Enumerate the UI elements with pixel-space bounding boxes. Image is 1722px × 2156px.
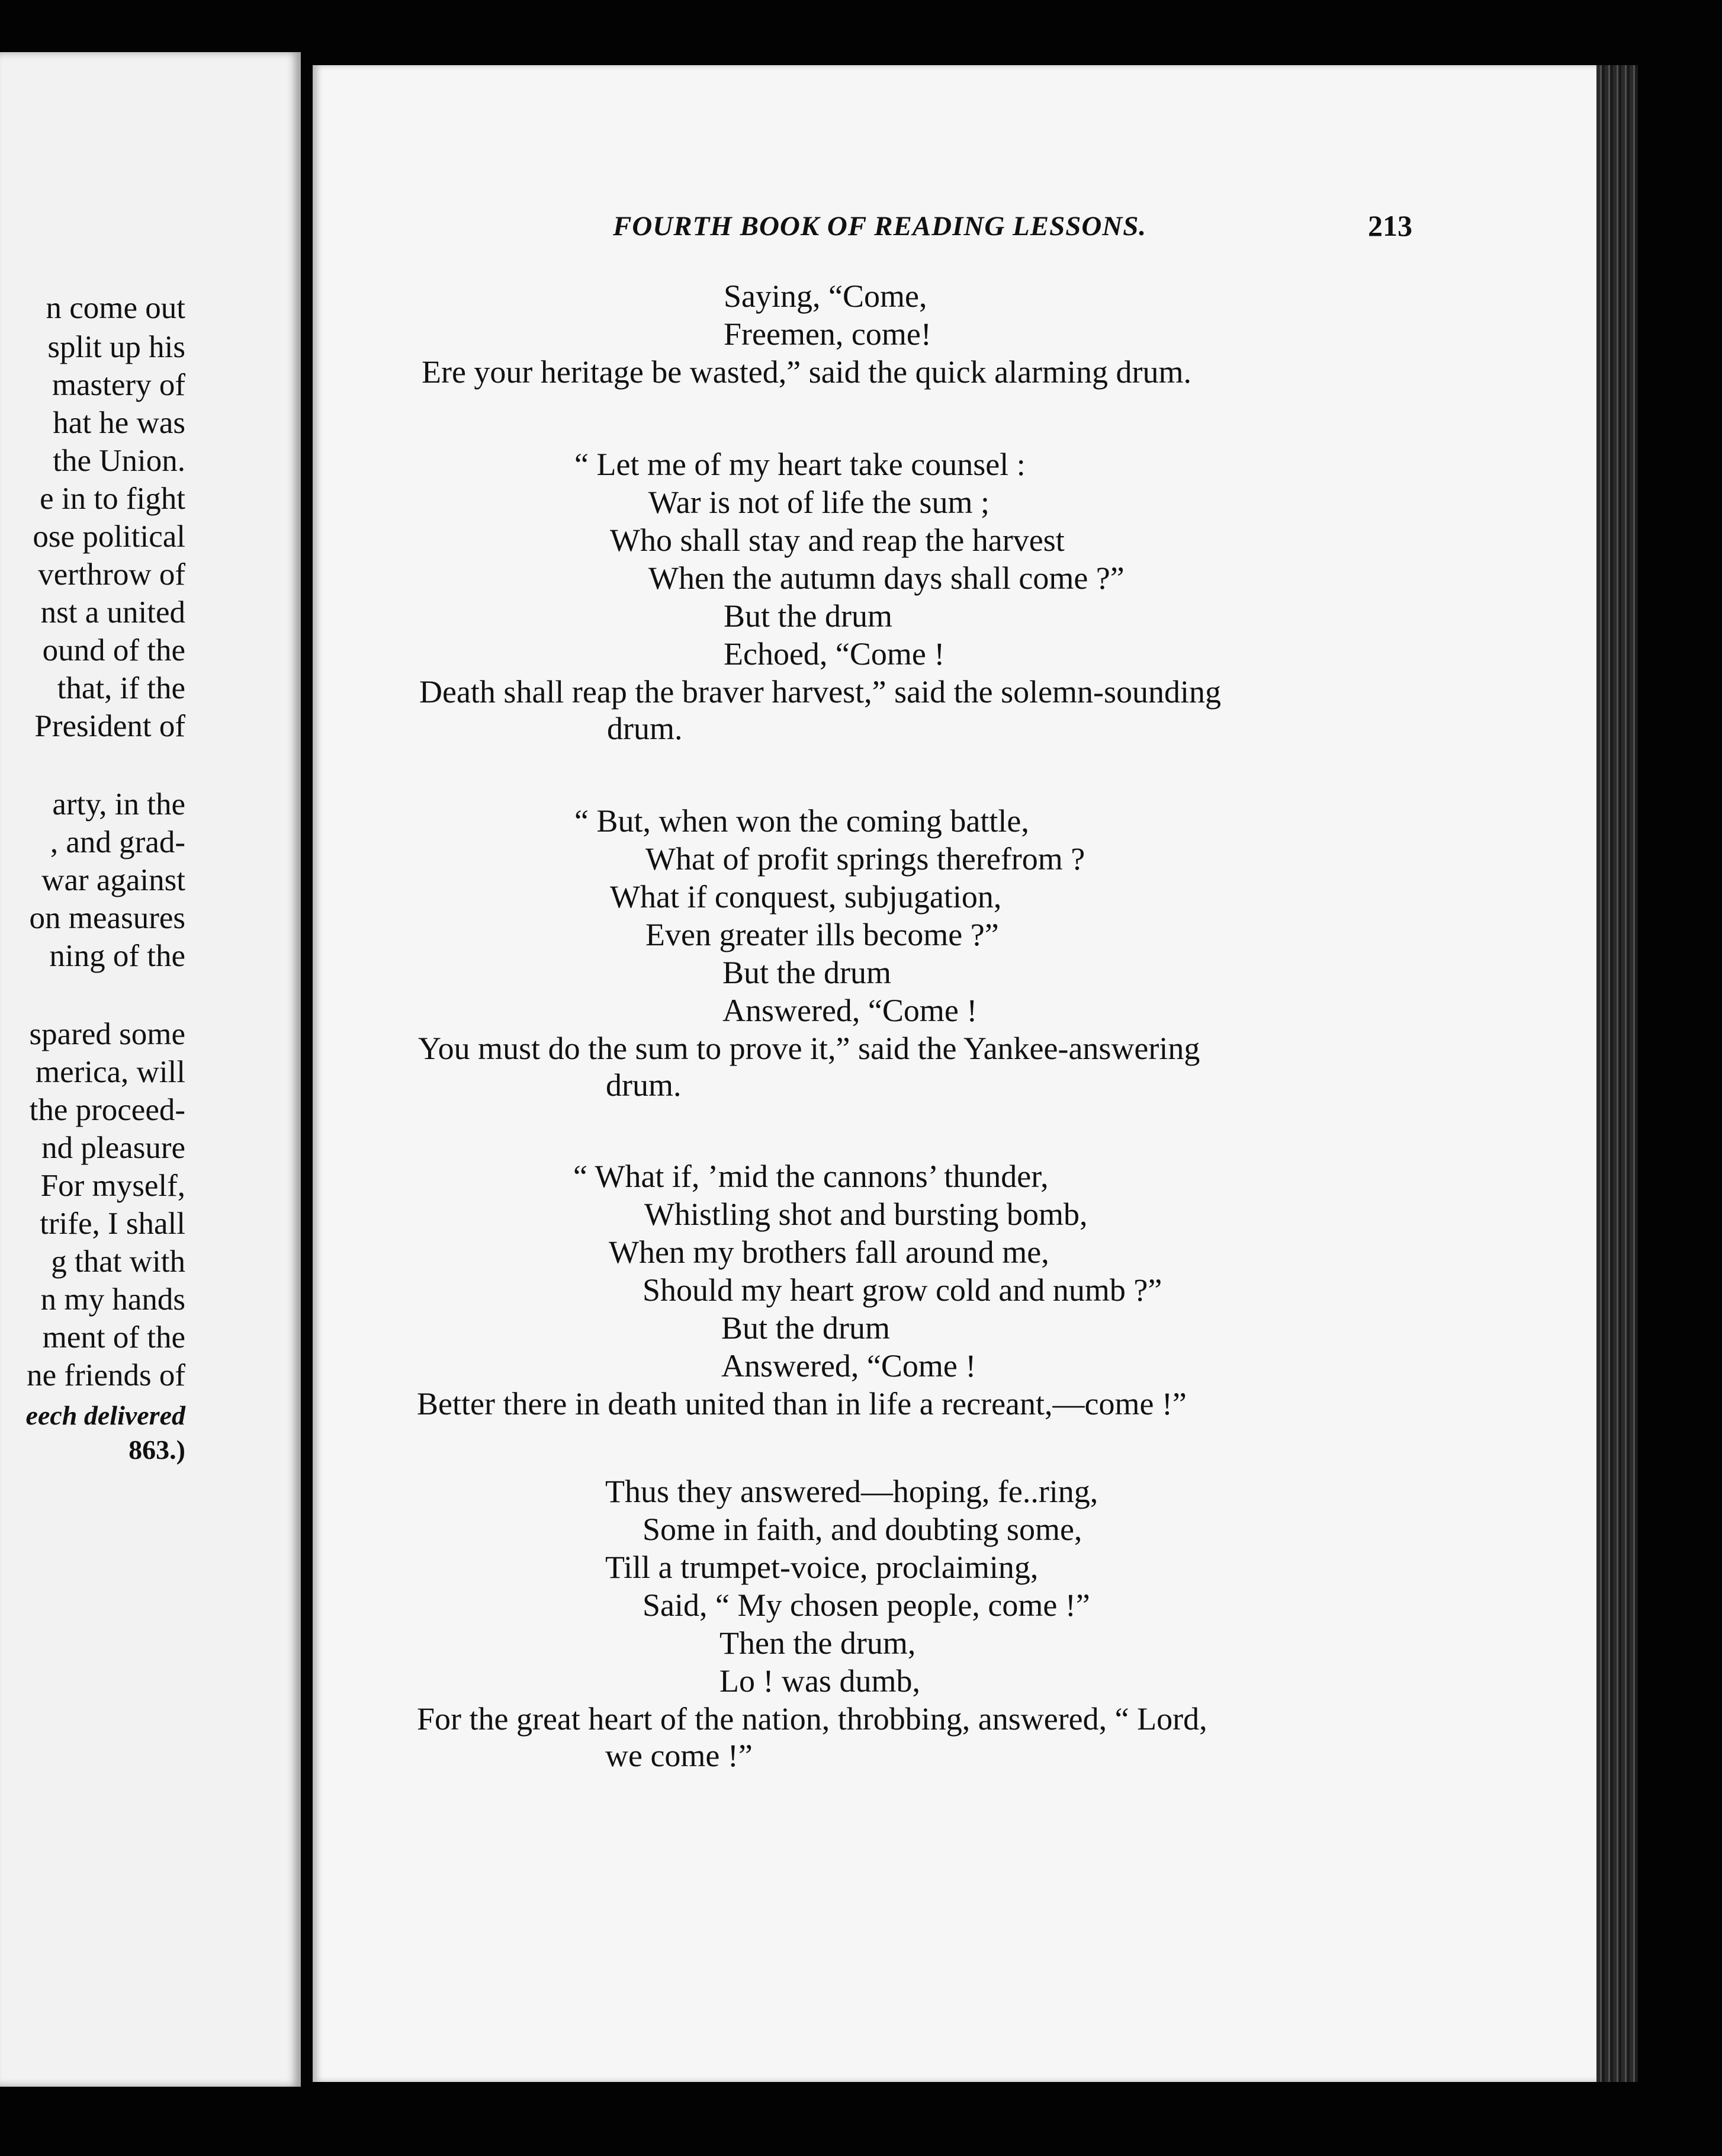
poem-line: For the great heart of the nation, throbbing, answered, “ Lord, [417, 1701, 1207, 1737]
left-page-line: President of [34, 709, 185, 743]
poem-line: Said, “ My chosen people, come !” [642, 1587, 1090, 1623]
poem-line: When the autumn days shall come ?” [648, 560, 1125, 596]
left-page-line: n come out [46, 291, 185, 325]
poem-line: drum. [606, 1067, 682, 1103]
poem-line: Then the drum, [719, 1625, 916, 1661]
left-page-line: , and grad- [50, 825, 185, 859]
left-page-citation-year: 863.) [128, 1435, 185, 1465]
poem-line: Should my heart grow cold and numb ?” [642, 1272, 1162, 1308]
poem-line: Lo ! was dumb, [719, 1663, 920, 1699]
poem-line: “ But, when won the coming battle, [574, 803, 1029, 839]
left-page-line: hat he was [53, 406, 185, 440]
poem-line: Till a trumpet-voice, proclaiming, [605, 1549, 1039, 1585]
left-page-line: e in to fight [40, 482, 185, 516]
page-number: 213 [1368, 209, 1412, 242]
poem-line: But the drum [724, 598, 892, 634]
left-page-line: that, if the [57, 671, 185, 705]
left-page-line: nst a united [40, 595, 185, 630]
left-page-line: arty, in the [52, 787, 185, 822]
poem-line: Thus they answered—hoping, fe..ring, [605, 1474, 1098, 1509]
left-page-line: the proceed- [29, 1093, 185, 1127]
previous-page-fragment [0, 52, 301, 2087]
left-page-line: For myself, [40, 1169, 185, 1203]
left-page-line: trife, I shall [40, 1207, 185, 1241]
poem-line: Some in faith, and doubting some, [642, 1512, 1082, 1547]
poem-line: Echoed, “Come ! [724, 636, 945, 672]
left-page-line: nd pleasure [41, 1131, 185, 1165]
poem-line: Better there in death united than in life a recreant,—come !” [417, 1386, 1187, 1422]
left-page-line: ound of the [42, 633, 185, 668]
left-page-line: war against [41, 863, 185, 897]
poem-line: But the drum [721, 1310, 890, 1346]
poem-line: When my brothers fall around me, [609, 1234, 1049, 1270]
left-page-citation: eech delivered [25, 1400, 185, 1430]
poem-line: drum. [607, 711, 683, 746]
poem-line: What if conquest, subjugation, [610, 879, 1002, 915]
left-page-line: ne friends of [27, 1358, 185, 1393]
poem-line: “ What if, ’mid the cannons’ thunder, [573, 1159, 1049, 1194]
left-page-line: spared some [29, 1017, 185, 1051]
poem-line: Whistling shot and bursting bomb, [644, 1196, 1088, 1232]
left-page-line: the Union. [53, 444, 185, 478]
poem-line: Answered, “Come ! [721, 1348, 976, 1384]
running-title: FOURTH BOOK OF READING LESSONS. [613, 211, 1147, 242]
left-page-line: ning of the [49, 939, 185, 973]
poem-line: War is not of life the sum ; [648, 485, 990, 520]
left-page-line: ose political [33, 519, 185, 554]
left-page-line: n my hands [40, 1282, 185, 1317]
poem-line: we come !” [605, 1738, 753, 1773]
poem-line: Freemen, come! [724, 316, 931, 352]
left-page-line: on measures [29, 901, 185, 935]
poem-line: Saying, “Come, [724, 278, 927, 314]
left-page-line: verthrow of [38, 557, 185, 592]
page-edges [1596, 65, 1638, 2082]
poem-line: You must do the sum to prove it,” said the Yankee-answering [418, 1031, 1200, 1066]
poem-line: But the drum [722, 955, 891, 990]
left-page-line: merica, will [35, 1055, 185, 1089]
left-page-line: mastery of [52, 368, 185, 402]
poem-line: Who shall stay and reap the harvest [610, 522, 1065, 558]
poem-line: Even greater ills become ?” [645, 917, 999, 952]
poem-line: Ere your heritage be wasted,” said the quick alarming drum. [422, 354, 1192, 390]
left-page-line: g that with [51, 1244, 185, 1279]
poem-line: “ Let me of my heart take counsel : [574, 447, 1026, 482]
poem-line: Death shall reap the braver harvest,” said the solemn-sounding [419, 674, 1222, 710]
left-page-line: split up his [47, 330, 185, 364]
left-page-line: ment of the [42, 1320, 185, 1355]
poem-line: What of profit springs therefrom ? [645, 841, 1085, 877]
poem-line: Answered, “Come ! [722, 993, 978, 1028]
